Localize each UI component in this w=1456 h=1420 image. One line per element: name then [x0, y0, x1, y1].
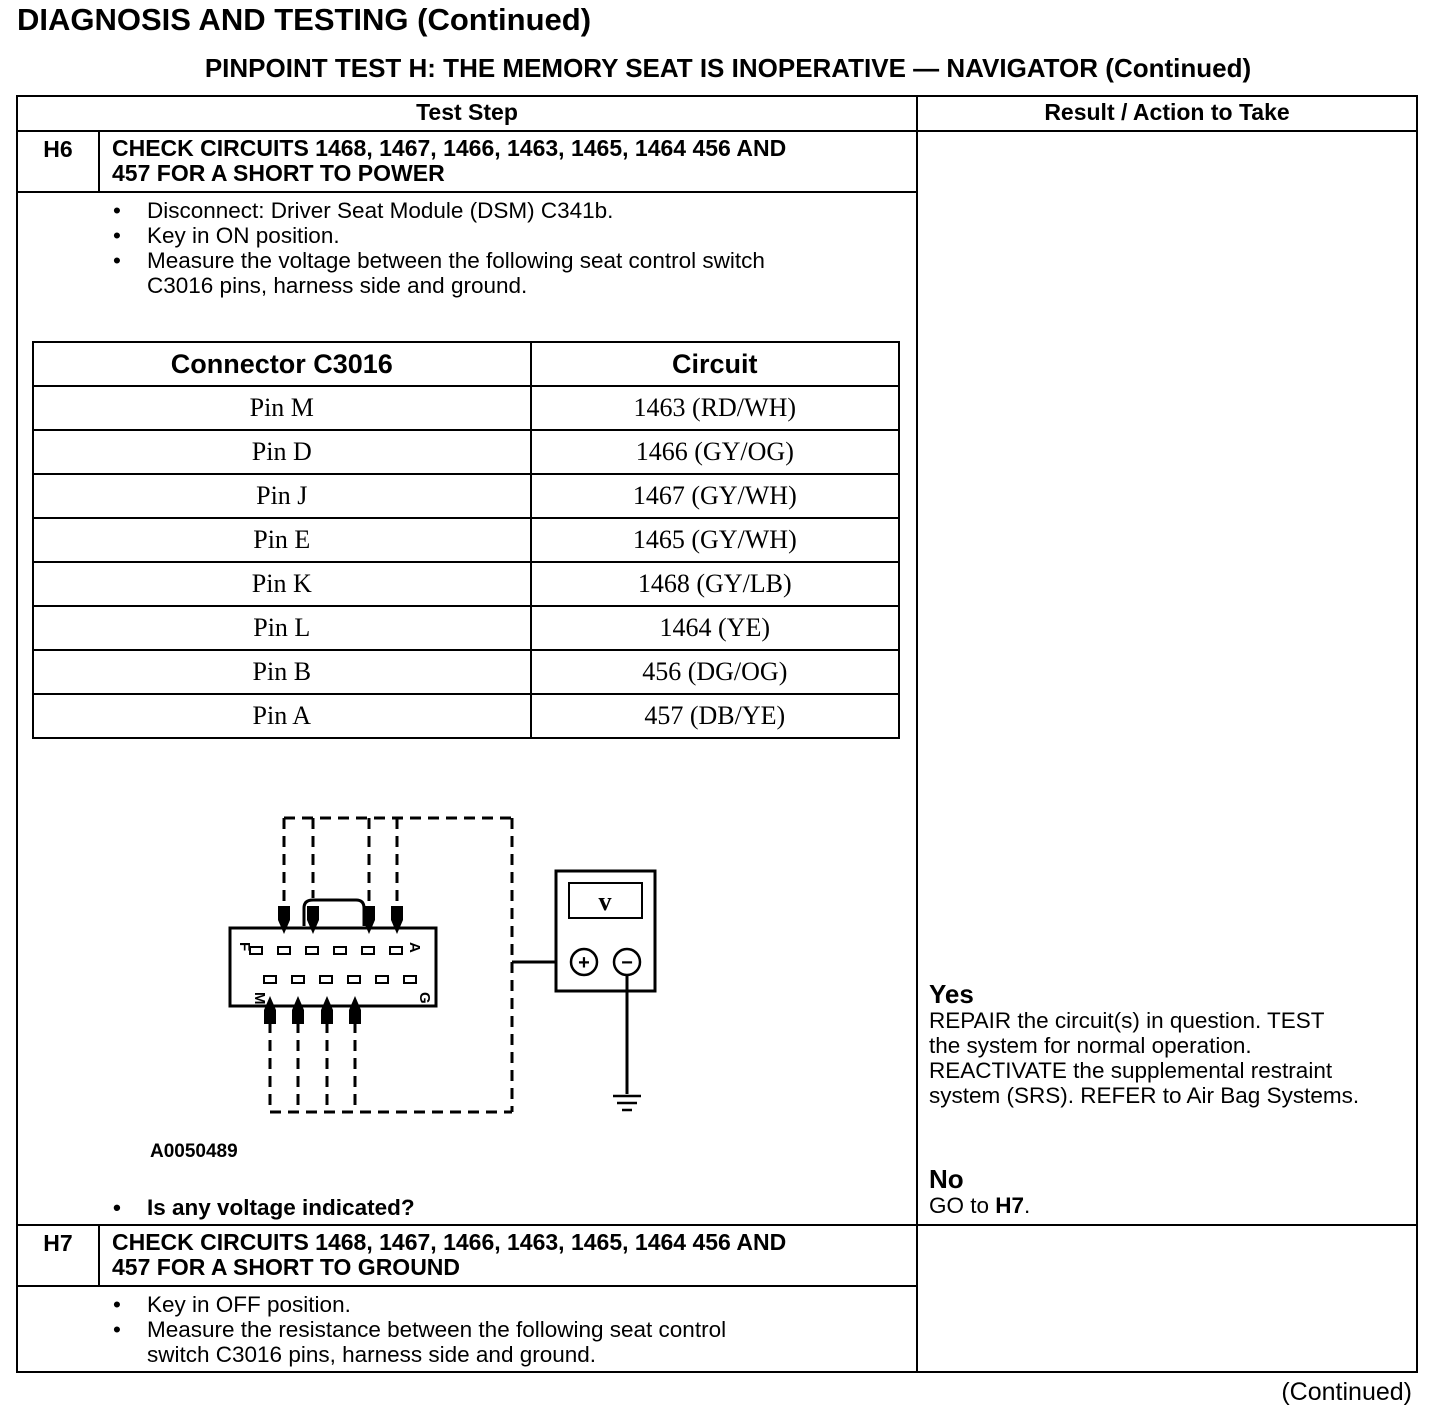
list-item: • Disconnect: Driver Seat Module (DSM) C341b.	[113, 198, 903, 223]
table-row: Pin K 1468 (GY/LB)	[33, 562, 899, 606]
h6-question	[113, 1195, 903, 1220]
step-id-h6: H6	[43, 136, 73, 162]
list-item: C3016 pins, harness side and ground.	[147, 273, 528, 298]
pinpoint-test-title: PINPOINT TEST H: THE MEMORY SEAT IS INOPERATIVE — NAVIGATOR (Continued)	[204, 53, 1252, 83]
list-item: • Is any voltage indicated?	[113, 1195, 903, 1220]
table-row: Pin B 456 (DG/OG)	[33, 650, 899, 694]
h6-result-no: No GO to H7.	[929, 1164, 1031, 1218]
list-item: • Key in OFF position.	[113, 1292, 903, 1317]
h6-result-yes: Yes REPAIR the circuit(s) in question. TEST the system for normal operation. REACTIVATE the supplemental restraint system (SRS). REFER to Air Bag Systems.	[929, 979, 1360, 1108]
meter-plus-terminal: +	[578, 952, 590, 974]
column-header-circuit: Circuit	[531, 342, 899, 386]
pin-label-f: F	[236, 942, 253, 952]
table-row: Pin D 1466 (GY/OG)	[33, 430, 899, 474]
list-item: • Key in ON position.	[113, 223, 903, 248]
table-row: Pin A 457 (DB/YE)	[33, 694, 899, 738]
yes-label: Yes	[929, 979, 974, 1009]
pin-label-g: G	[416, 992, 433, 1004]
step-title-h7: CHECK CIRCUITS 1468, 1467, 1466, 1463, 1465, 1464 456 AND 457 FOR A SHORT TO GROUND	[112, 1229, 787, 1280]
list-item: • Measure the resistance between the following seat control	[113, 1317, 903, 1342]
figure-id: A0050489	[150, 1141, 238, 1162]
table-row: Pin J 1467 (GY/WH)	[33, 474, 899, 518]
pin-label-a: A	[406, 942, 423, 953]
ground-icon	[613, 1096, 641, 1110]
continued-footer: (Continued)	[1281, 1378, 1412, 1406]
list-item: • Measure the voltage between the following seat control switch	[113, 248, 903, 273]
meter-minus-terminal: −	[621, 952, 633, 974]
list-item: switch C3016 pins, harness side and ground.	[147, 1342, 597, 1367]
step-id-h7: H7	[43, 1230, 73, 1256]
table-row: Pin M 1463 (RD/WH)	[33, 386, 899, 430]
no-label: No	[929, 1164, 964, 1194]
table-row: Pin L 1464 (YE)	[33, 606, 899, 650]
column-header-test-step: Test Step	[416, 99, 518, 125]
h7-instructions	[113, 1292, 903, 1367]
page-title: DIAGNOSIS AND TESTING (Continued)	[17, 2, 592, 37]
table-row: Pin E 1465 (GY/WH)	[33, 518, 899, 562]
pin-label-m: M	[251, 992, 268, 1005]
column-header-result: Result / Action to Take	[1044, 99, 1290, 125]
column-header-connector: Connector C3016	[33, 342, 531, 386]
go-to-h7-link[interactable]: H7	[995, 1193, 1025, 1218]
step-title-h6: CHECK CIRCUITS 1468, 1467, 1466, 1463, 1465, 1464 456 AND 457 FOR A SHORT TO POWER	[112, 135, 787, 186]
meter-display-symbol: v	[598, 887, 612, 916]
